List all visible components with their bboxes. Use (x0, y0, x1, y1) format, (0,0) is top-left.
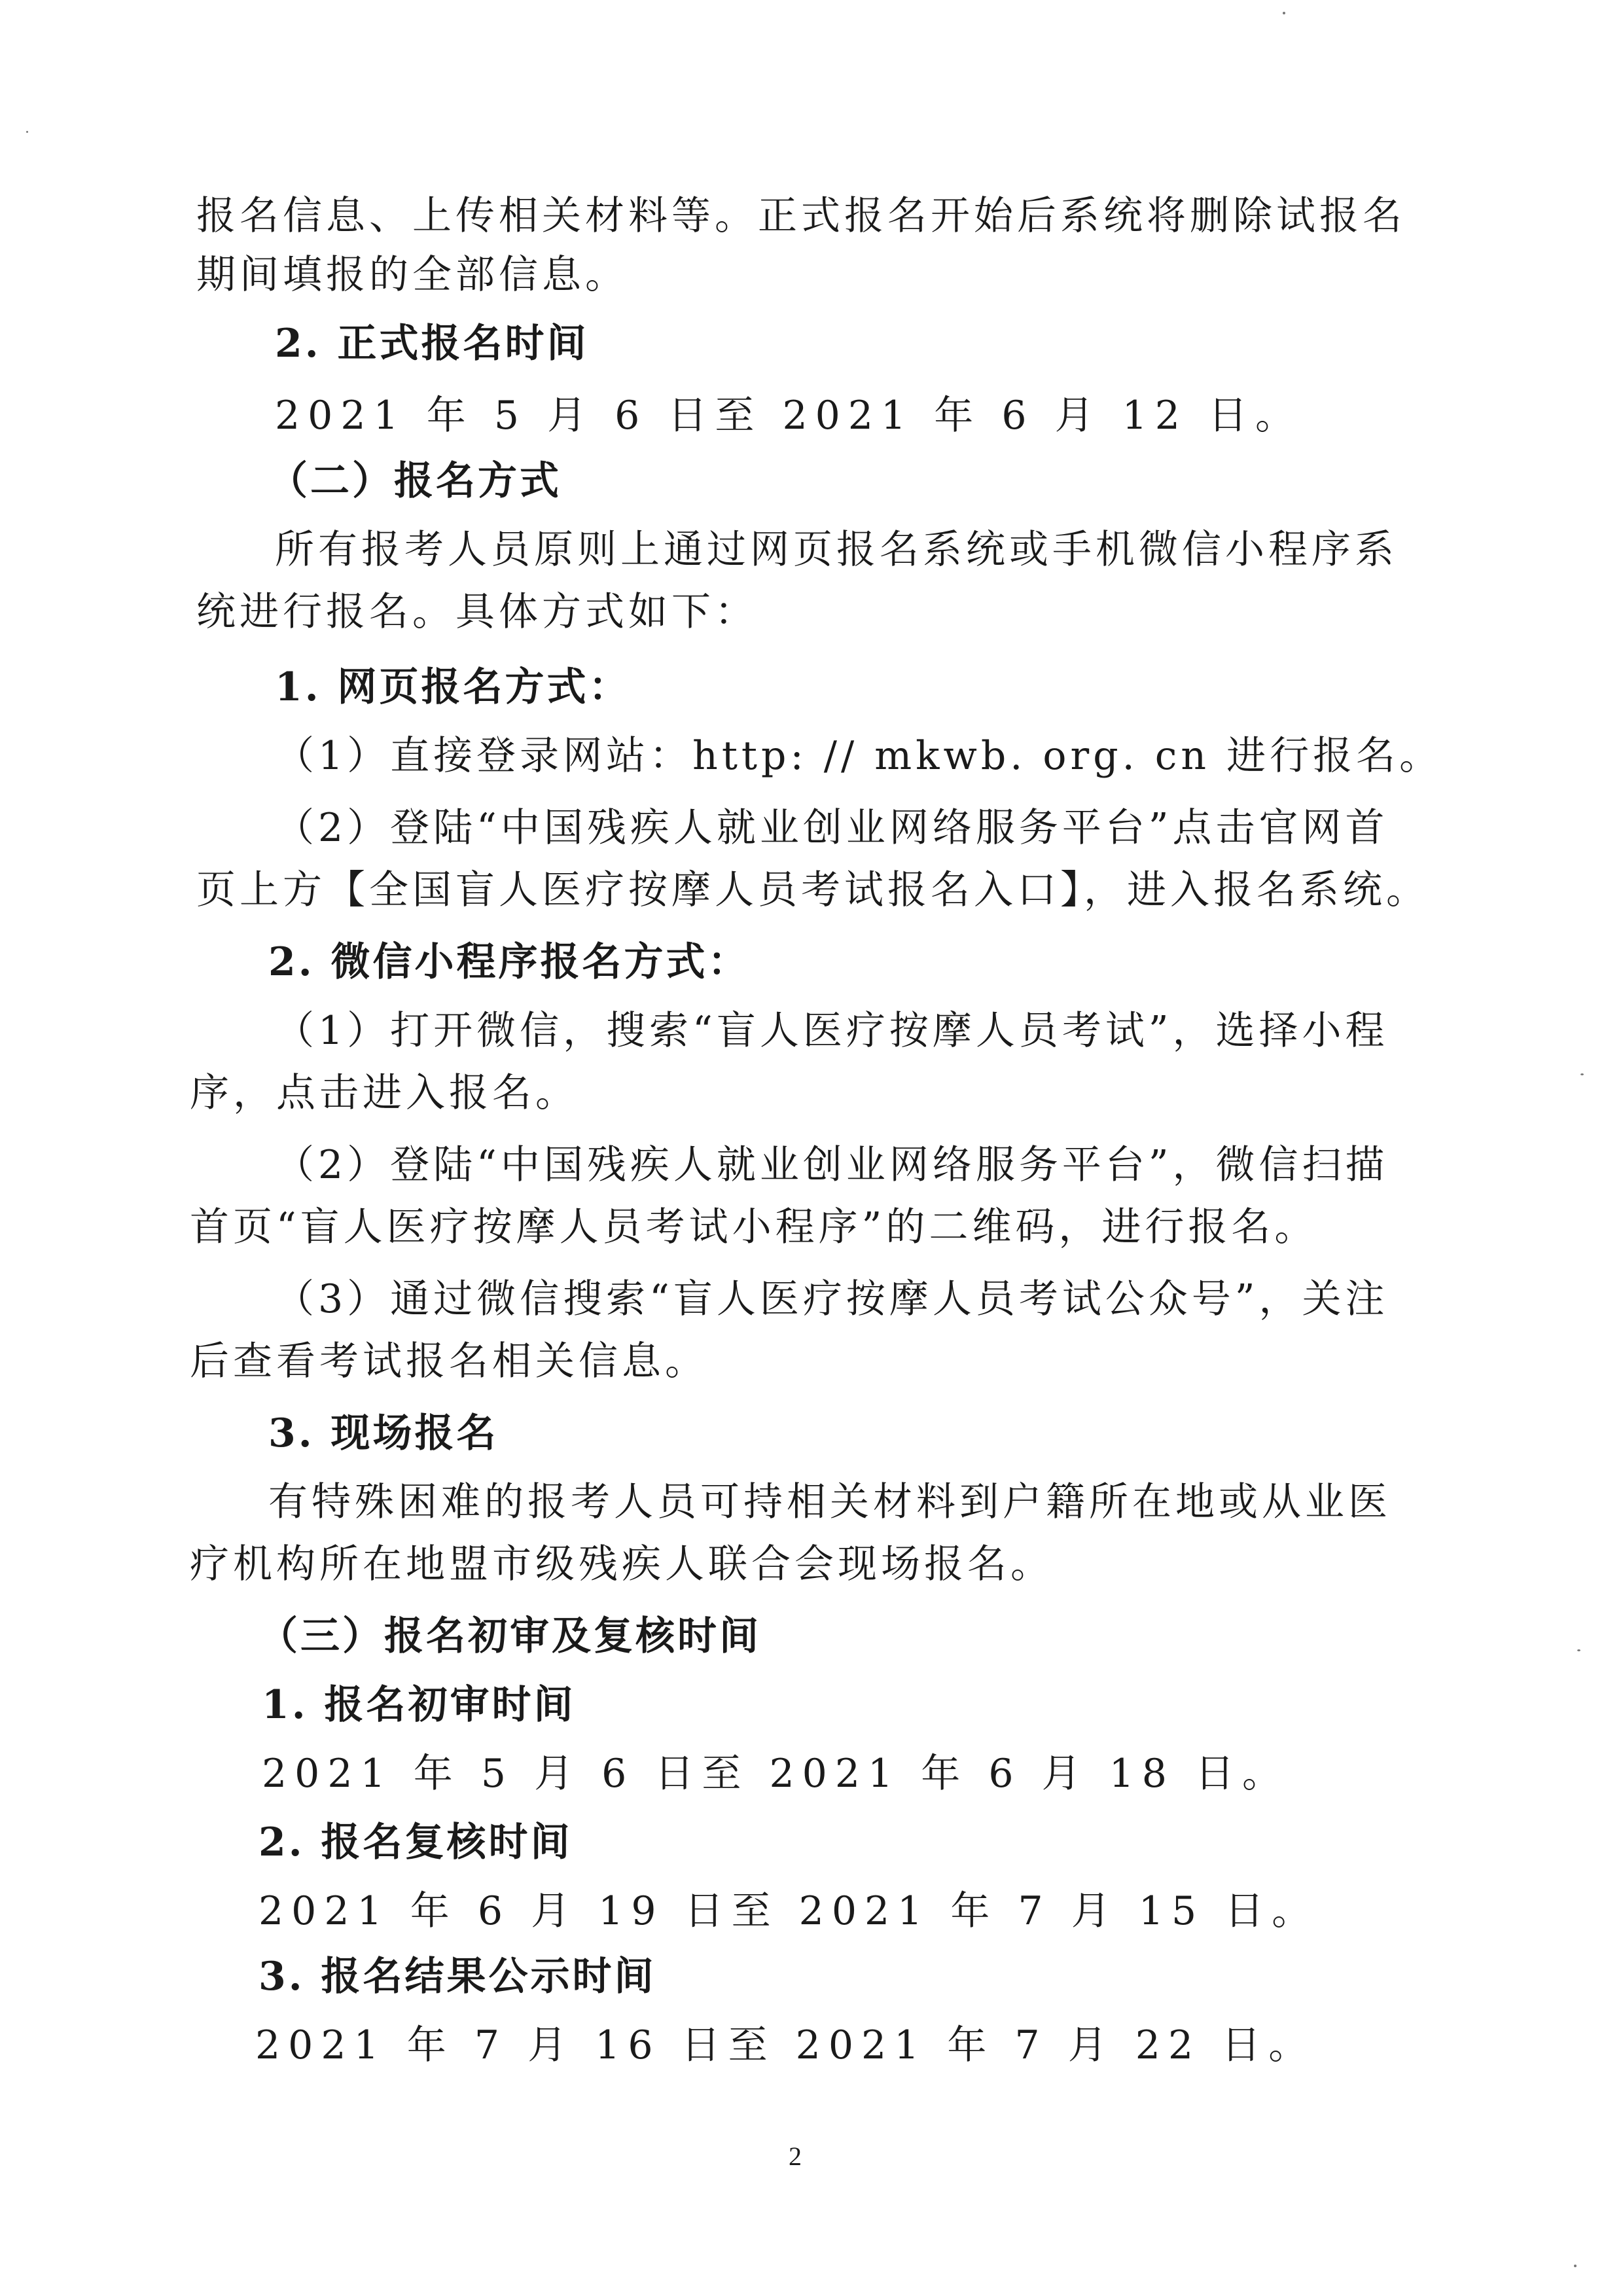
paragraph-line: （3）通过微信搜索“盲人医疗按摩人员考试公众号”，关注 (275, 1276, 1389, 1322)
section-heading: 1. 网页报名方式： (275, 664, 631, 710)
section-heading: （三）报名初审及复核时间 (259, 1613, 761, 1659)
paragraph-line: 疗机构所在地盟市级残疾人联合会现场报名。 (190, 1541, 1054, 1587)
paragraph-line: 期间填报的全部信息。 (196, 252, 628, 298)
section-heading: （二）报名方式 (268, 458, 562, 504)
paragraph-line: （2）登陆“中国残疾人就业创业网络服务平台”点击官网首 (275, 805, 1389, 851)
date-line: 2021 年 6 月 19 日至 2021 年 7 月 15 日。 (259, 1888, 1319, 1934)
section-heading: 3. 报名结果公示时间 (259, 1954, 656, 2000)
date-line: 2021 年 5 月 6 日至 2021 年 6 月 12 日。 (275, 393, 1303, 439)
section-heading: 3. 现场报名 (268, 1410, 499, 1456)
section-heading: 1. 报名初审时间 (262, 1682, 576, 1728)
paragraph-line: 首页“盲人医疗按摩人员考试小程序”的二维码，进行报名。 (190, 1204, 1318, 1250)
scan-speck (1574, 2265, 1577, 2267)
paragraph-line: 所有报考人员原则上通过网页报名系统或手机微信小程序系 (275, 527, 1398, 573)
paragraph-line: 页上方【全国盲人医疗按摩人员考试报名入口】，进入报名系统。 (196, 867, 1429, 913)
section-heading: 2. 正式报名时间 (275, 321, 589, 367)
paragraph-line: 序，点击进入报名。 (190, 1070, 579, 1116)
scan-speck (1580, 1073, 1584, 1075)
paragraph-line: 报名信息、上传相关材料等。正式报名开始后系统将删除试报名 (196, 193, 1406, 239)
paragraph-line: 后查看考试报名相关信息。 (190, 1338, 708, 1384)
scan-speck (26, 131, 28, 133)
paragraph-line: （2）登陆“中国残疾人就业创业网络服务平台”，微信扫描 (275, 1142, 1389, 1188)
paragraph-line: 统进行报名。具体方式如下： (196, 589, 758, 635)
scan-speck (1283, 12, 1285, 14)
date-line: 2021 年 7 月 16 日至 2021 年 7 月 22 日。 (255, 2022, 1316, 2068)
section-heading: 2. 微信小程序报名方式： (268, 939, 750, 985)
paragraph-line: 有特殊困难的报考人员可持相关材料到户籍所在地或从业医 (268, 1479, 1391, 1525)
paragraph-line: （1）直接登录网站：http: // mkwb. org. cn 进行报名。 (275, 733, 1443, 779)
paragraph-line: （1）打开微信，搜索“盲人医疗按摩人员考试”，选择小程 (275, 1008, 1389, 1054)
scan-speck (1577, 1649, 1580, 1651)
date-line: 2021 年 5 月 6 日至 2021 年 6 月 18 日。 (262, 1751, 1290, 1797)
section-heading: 2. 报名复核时间 (259, 1820, 573, 1865)
page-number: 2 (789, 2142, 802, 2171)
